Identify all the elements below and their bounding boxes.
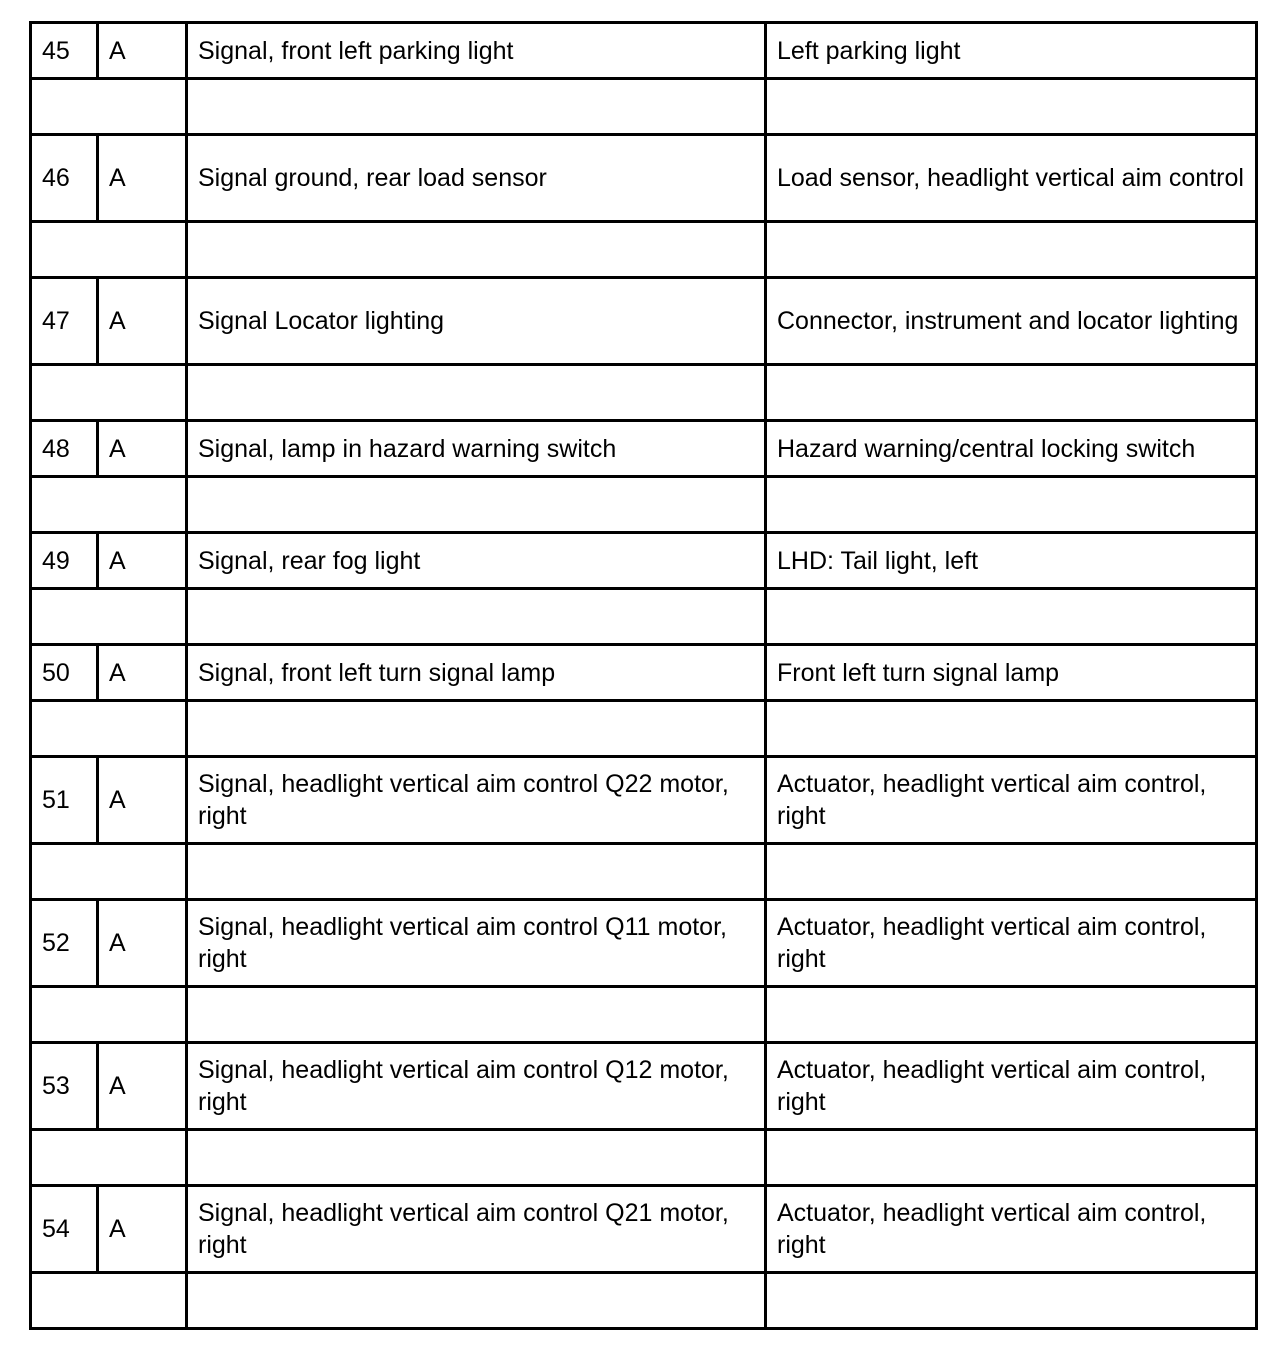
spacer-cell — [766, 1273, 1257, 1329]
table-row — [31, 23, 1257, 79]
connector-cell: A — [98, 135, 187, 222]
signal-description-cell: Signal, front left turn signal lamp — [187, 645, 766, 701]
table-row — [31, 533, 1257, 589]
spacer-cell — [187, 1273, 766, 1329]
spacer-cell — [766, 365, 1257, 421]
spacer-cell — [31, 844, 187, 900]
spacer-cell — [31, 222, 187, 278]
spacer-cell — [766, 987, 1257, 1043]
spacer-cell — [31, 477, 187, 533]
spacer-cell — [31, 589, 187, 645]
pin-number-cell: 50 — [31, 645, 98, 701]
spacer-cell — [766, 222, 1257, 278]
spacer-row — [31, 701, 1257, 757]
pin-number-cell: 53 — [31, 1043, 98, 1130]
pin-number-cell: 51 — [31, 757, 98, 844]
pin-number-cell: 54 — [31, 1186, 98, 1273]
pin-number-cell: 45 — [31, 23, 98, 79]
spacer-cell — [187, 987, 766, 1043]
signal-description-cell: Signal, headlight vertical aim control Q21 motor, right — [187, 1186, 766, 1273]
spacer-row — [31, 589, 1257, 645]
component-cell: Load sensor, headlight vertical aim control — [766, 135, 1257, 222]
spacer-cell — [31, 1273, 187, 1329]
signal-description-cell: Signal, lamp in hazard warning switch — [187, 421, 766, 477]
spacer-row — [31, 79, 1257, 135]
signal-description-cell: Signal Locator lighting — [187, 278, 766, 365]
spacer-cell — [766, 477, 1257, 533]
signal-description-cell: Signal, rear fog light — [187, 533, 766, 589]
spacer-cell — [187, 222, 766, 278]
component-cell: Actuator, headlight vertical aim control, right — [766, 757, 1257, 844]
table-row — [31, 1043, 1257, 1130]
spacer-cell — [187, 365, 766, 421]
table-row — [31, 135, 1257, 222]
spacer-row — [31, 844, 1257, 900]
connector-cell: A — [98, 1186, 187, 1273]
signal-description-cell: Signal, headlight vertical aim control Q22 motor, right — [187, 757, 766, 844]
pin-number-cell: 47 — [31, 278, 98, 365]
signal-description-cell: Signal ground, rear load sensor — [187, 135, 766, 222]
pin-number-cell: 52 — [31, 900, 98, 987]
spacer-cell — [31, 79, 187, 135]
spacer-cell — [31, 701, 187, 757]
spacer-cell — [187, 477, 766, 533]
pin-number-cell: 48 — [31, 421, 98, 477]
component-cell: Hazard warning/central locking switch — [766, 421, 1257, 477]
table-row — [31, 900, 1257, 987]
table-row — [31, 278, 1257, 365]
connector-cell: A — [98, 533, 187, 589]
spacer-cell — [766, 1130, 1257, 1186]
signal-description-cell: Signal, front left parking light — [187, 23, 766, 79]
spacer-cell — [187, 844, 766, 900]
spacer-cell — [187, 701, 766, 757]
table-row — [31, 1186, 1257, 1273]
spacer-row — [31, 1273, 1257, 1329]
spacer-cell — [31, 1130, 187, 1186]
spacer-cell — [766, 844, 1257, 900]
spacer-cell — [31, 365, 187, 421]
component-cell: Actuator, headlight vertical aim control, right — [766, 1186, 1257, 1273]
component-cell: LHD: Tail light, left — [766, 533, 1257, 589]
spacer-cell — [766, 79, 1257, 135]
connector-cell: A — [98, 645, 187, 701]
spacer-cell — [187, 1130, 766, 1186]
component-cell: Left parking light — [766, 23, 1257, 79]
signal-description-cell: Signal, headlight vertical aim control Q12 motor, right — [187, 1043, 766, 1130]
spacer-cell — [31, 987, 187, 1043]
component-cell: Connector, instrument and locator lighting — [766, 278, 1257, 365]
component-cell: Front left turn signal lamp — [766, 645, 1257, 701]
table-row — [31, 645, 1257, 701]
pin-number-cell: 46 — [31, 135, 98, 222]
table-body — [31, 23, 1257, 1329]
signal-description-cell: Signal, headlight vertical aim control Q11 motor, right — [187, 900, 766, 987]
connector-cell: A — [98, 421, 187, 477]
table-row — [31, 421, 1257, 477]
connector-cell: A — [98, 900, 187, 987]
pin-assignment-table — [29, 21, 1258, 1330]
component-cell: Actuator, headlight vertical aim control, right — [766, 900, 1257, 987]
spacer-cell — [187, 79, 766, 135]
spacer-row — [31, 222, 1257, 278]
component-cell: Actuator, headlight vertical aim control, right — [766, 1043, 1257, 1130]
spacer-cell — [187, 589, 766, 645]
connector-cell: A — [98, 23, 187, 79]
connector-cell: A — [98, 278, 187, 365]
spacer-row — [31, 365, 1257, 421]
spacer-row — [31, 987, 1257, 1043]
spacer-row — [31, 1130, 1257, 1186]
spacer-cell — [766, 589, 1257, 645]
spacer-cell — [766, 701, 1257, 757]
spacer-row — [31, 477, 1257, 533]
pin-number-cell: 49 — [31, 533, 98, 589]
connector-cell: A — [98, 1043, 187, 1130]
table-row — [31, 757, 1257, 844]
connector-cell: A — [98, 757, 187, 844]
